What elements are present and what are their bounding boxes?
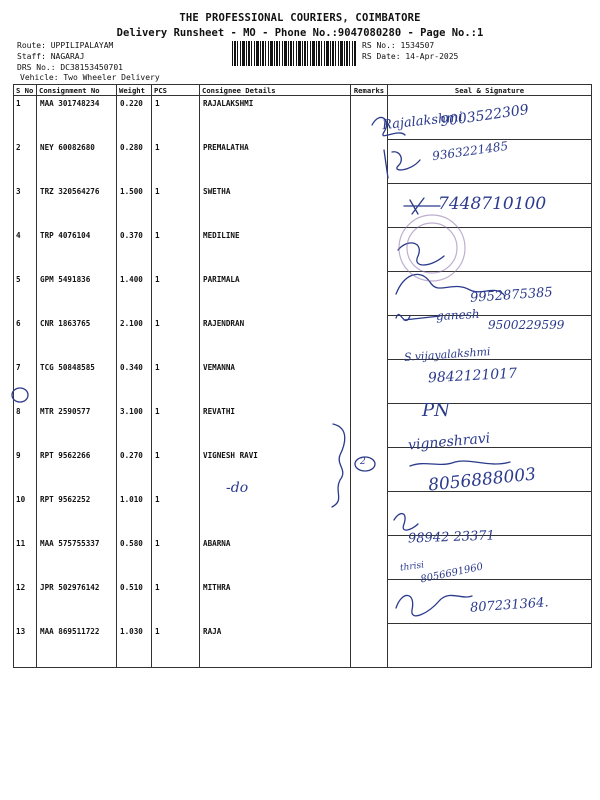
weight-cell: 1.030	[117, 624, 152, 668]
handwritten-phone: 9363221485	[431, 138, 509, 164]
table-row	[14, 184, 592, 228]
handwritten-phone: 7448710100	[438, 194, 547, 214]
consignment-cell: TRZ 320564276	[37, 184, 117, 228]
pcs-cell: 1	[152, 624, 200, 668]
sno-cell: 3	[14, 184, 37, 228]
remarks-cell	[351, 580, 388, 624]
vehicle-label: Vehicle: Two Wheeler Delivery	[20, 73, 160, 82]
handwritten-phone: 9003522309	[439, 101, 530, 131]
signature-cell	[388, 580, 592, 624]
handwritten-phone: 8056691960	[419, 561, 485, 586]
weight-cell: 0.340	[117, 360, 152, 404]
consignment-cell: TRP 4076104	[37, 228, 117, 272]
sno-cell: 4	[14, 228, 37, 272]
sno-cell: 8	[14, 404, 37, 448]
consignee-cell: SWETHA	[200, 184, 351, 228]
drs-number: DRS No.: DC38153450701	[17, 63, 123, 72]
handwritten-name: thrisi	[399, 560, 425, 574]
pcs-cell: 1	[152, 272, 200, 316]
handwritten-phone: 9500229599	[488, 318, 565, 332]
signature-cell	[388, 228, 592, 272]
weight-cell: 3.100	[117, 404, 152, 448]
signature-cell	[388, 360, 592, 404]
table-row	[14, 580, 592, 624]
col-header: S No	[14, 85, 37, 96]
remarks-cell	[351, 140, 388, 184]
col-header: Consignment No	[37, 85, 117, 96]
signature-cell	[388, 316, 592, 360]
consignment-cell: TCG 50848585	[37, 360, 117, 404]
pcs-cell: 1	[152, 536, 200, 580]
consignment-cell: MAA 301748234	[37, 96, 117, 140]
rs-date: RS Date: 14-Apr-2025	[362, 52, 459, 61]
pcs-cell: 1	[152, 448, 200, 492]
col-header: PCS	[152, 85, 200, 96]
consignment-cell: MAA 869511722	[37, 624, 117, 668]
pcs-cell: 1	[152, 492, 200, 536]
sno-cell: 9	[14, 448, 37, 492]
handwritten-mark: 2	[360, 457, 366, 467]
consignment-cell: GPM 5491836	[37, 272, 117, 316]
consignee-cell: PARIMALA	[200, 272, 351, 316]
table-row	[14, 228, 592, 272]
table-row	[14, 140, 592, 184]
signature-cell	[388, 536, 592, 580]
consignee-cell: RAJENDRAN	[200, 316, 351, 360]
weight-cell: 1.400	[117, 272, 152, 316]
consignee-cell: VEMANNA	[200, 360, 351, 404]
col-header: Weight	[117, 85, 152, 96]
handwritten-phone: 807231364.	[469, 595, 550, 616]
handwritten-phone: 9952875385	[469, 285, 554, 306]
table-row	[14, 96, 592, 140]
runsheet-subtitle: Delivery Runsheet - MO - Phone No.:9047080280 - Page No.:1	[116, 27, 484, 39]
consignee-cell: MITHRA	[200, 580, 351, 624]
signature-cell	[388, 96, 592, 140]
weight-cell: 0.370	[117, 228, 152, 272]
handwritten-phone: 8056888003	[427, 464, 537, 496]
sno-cell: 11	[14, 536, 37, 580]
signature-cell	[388, 448, 592, 492]
weight-cell: 0.270	[117, 448, 152, 492]
remarks-cell	[351, 228, 388, 272]
remarks-cell	[351, 360, 388, 404]
sno-cell: 6	[14, 316, 37, 360]
pcs-cell: 1	[152, 96, 200, 140]
remarks-cell	[351, 272, 388, 316]
table-header	[14, 85, 592, 96]
handwritten-name: S.vijayalakshmi	[403, 344, 491, 365]
runsheet-table	[13, 84, 592, 668]
remarks-cell	[351, 96, 388, 140]
pcs-cell: 1	[152, 140, 200, 184]
consignee-cell: REVATHI	[200, 404, 351, 448]
signature-cell	[388, 140, 592, 184]
consignment-cell: RPT 9562266	[37, 448, 117, 492]
remarks-cell	[351, 404, 388, 448]
pcs-cell: 1	[152, 316, 200, 360]
remarks-cell	[351, 448, 388, 492]
consignment-cell: JPR 502976142	[37, 580, 117, 624]
weight-cell: 0.510	[117, 580, 152, 624]
pcs-cell: 1	[152, 184, 200, 228]
handwritten-ditto: -do	[226, 480, 249, 496]
weight-cell: 1.500	[117, 184, 152, 228]
consignee-cell: MEDILINE	[200, 228, 351, 272]
consignee-cell: RAJA	[200, 624, 351, 668]
table-row	[14, 536, 592, 580]
consignee-cell: PREMALATHA	[200, 140, 351, 184]
consignment-cell: CNR 1863765	[37, 316, 117, 360]
sno-cell: 1	[14, 96, 37, 140]
weight-cell: 0.280	[117, 140, 152, 184]
signature-cell	[388, 624, 592, 668]
pcs-cell: 1	[152, 580, 200, 624]
pcs-cell: 1	[152, 228, 200, 272]
sno-cell: 5	[14, 272, 37, 316]
table-row	[14, 404, 592, 448]
weight-cell: 0.580	[117, 536, 152, 580]
handwritten-phone: 9842121017	[427, 365, 518, 387]
consignee-cell	[200, 492, 351, 536]
signature-cell	[388, 492, 592, 536]
sno-cell: 10	[14, 492, 37, 536]
table-row	[14, 316, 592, 360]
consignee-cell: ABARNA	[200, 536, 351, 580]
consignment-cell: MAA 575755337	[37, 536, 117, 580]
pcs-cell: 1	[152, 360, 200, 404]
signature-cell	[388, 184, 592, 228]
staff-label: Staff: NAGARAJ	[17, 52, 85, 61]
route-label: Route: UPPILIPALAYAM	[17, 41, 114, 50]
consignment-cell: MTR 2590577	[37, 404, 117, 448]
remarks-cell	[351, 536, 388, 580]
col-header: Consignee Details	[200, 85, 351, 96]
weight-cell: 0.220	[117, 96, 152, 140]
consignee-cell: VIGNESH RAVI	[200, 448, 351, 492]
barcode	[232, 41, 356, 66]
signature-cell	[388, 404, 592, 448]
sno-cell: 2	[14, 140, 37, 184]
handwritten-phone: 98942 23371	[407, 528, 496, 547]
handwritten-name: ganesh	[435, 306, 480, 324]
handwritten-name: Rajalakshmi	[381, 109, 464, 134]
sno-cell: 13	[14, 624, 37, 668]
signature-cell	[388, 272, 592, 316]
remarks-cell	[351, 624, 388, 668]
remarks-cell	[351, 184, 388, 228]
weight-cell: 1.010	[117, 492, 152, 536]
table-row	[14, 360, 592, 404]
handwritten-name: vigneshravi	[407, 430, 491, 454]
consignee-cell: RAJALAKSHMI	[200, 96, 351, 140]
sno-cell: 12	[14, 580, 37, 624]
rs-number: RS No.: 1534507	[362, 41, 435, 50]
table-row	[14, 272, 592, 316]
consignment-cell: NEY 60082680	[37, 140, 117, 184]
pcs-cell: 1	[152, 404, 200, 448]
sno-cell: 7	[14, 360, 37, 404]
company-title: THE PROFESSIONAL COURIERS, COIMBATORE	[179, 12, 421, 24]
table-row	[14, 448, 592, 492]
handwritten-mark: PN	[422, 400, 450, 421]
weight-cell: 2.100	[117, 316, 152, 360]
table-row	[14, 624, 592, 668]
col-header: Seal & Signature	[388, 85, 592, 96]
remarks-cell	[351, 492, 388, 536]
consignment-cell: RPT 9562252	[37, 492, 117, 536]
col-header: Remarks	[351, 85, 388, 96]
remarks-cell	[351, 316, 388, 360]
table-row	[14, 492, 592, 536]
